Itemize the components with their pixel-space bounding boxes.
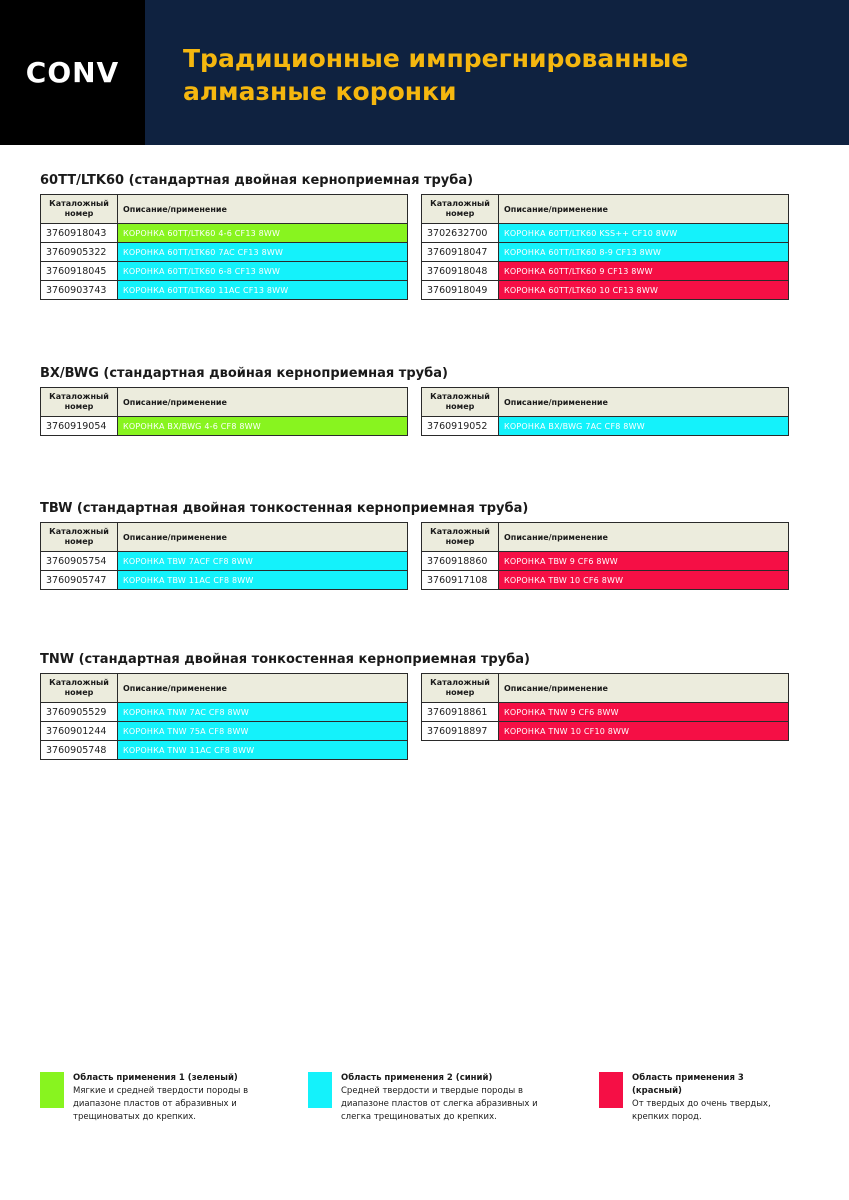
product-description: КОРОНКА TBW 7ACF CF8 8WW [118,552,408,571]
table-row [422,243,789,262]
page-header [0,0,849,145]
catalog-section [40,651,790,756]
product-description: КОРОНКА TNW 75A CF8 8WW [118,722,408,741]
table-row [41,571,408,590]
table-header-row [41,195,408,224]
column-header-number: Каталожный номер [422,523,499,552]
table-row [41,703,408,722]
section-title: TNW (стандартная двойная тонкостенная керноприемная труба) [40,652,530,667]
legend-title: Область применения 2 (синий) [341,1073,493,1083]
legend-swatch [308,1072,332,1108]
catalog-table [40,522,408,590]
table-row [41,243,408,262]
table-row [422,224,789,243]
catalog-number: 3760918861 [422,703,499,722]
column-header-description: Описание/применение [118,674,408,703]
product-description: КОРОНКА 60TT/LTK60 4-6 CF13 8WW [118,224,408,243]
table-header-row [41,523,408,552]
catalog-section [40,500,790,586]
catalog-number: 3760917108 [422,571,499,590]
product-description: КОРОНКА TNW 11AC CF8 8WW [118,741,408,760]
catalog-number: 3760905322 [41,243,118,262]
page-title: Традиционные импрегнированные алмазные коронки [183,44,689,106]
catalog-number: 3760905748 [41,741,118,760]
table-row [422,703,789,722]
catalog-number: 3702632700 [422,224,499,243]
column-header-number: Каталожный номер [422,674,499,703]
catalog-number: 3760903743 [41,281,118,300]
catalog-table [421,522,789,590]
catalog-table [421,194,789,300]
section-title: TBW (стандартная двойная тонкостенная керноприемная труба) [40,501,529,516]
catalog-table [40,673,408,760]
product-description: КОРОНКА 60TT/LTK60 10 CF13 8WW [499,281,789,300]
column-header-number: Каталожный номер [422,195,499,224]
product-description: КОРОНКА 60TT/LTK60 KSS++ CF10 8WW [499,224,789,243]
catalog-table [421,673,789,741]
catalog-number: 3760905754 [41,552,118,571]
product-description: КОРОНКА 60TT/LTK60 8-9 CF13 8WW [499,243,789,262]
catalog-number: 3760919054 [41,417,118,436]
column-header-description: Описание/применение [118,388,408,417]
table-header-row [422,388,789,417]
catalog-number: 3760918049 [422,281,499,300]
catalog-section [40,365,790,432]
table-row [41,417,408,436]
product-description: КОРОНКА 60TT/LTK60 7AC CF13 8WW [118,243,408,262]
table-row [422,552,789,571]
column-header-number: Каталожный номер [41,674,118,703]
column-header-description: Описание/применение [499,195,789,224]
product-description: КОРОНКА TBW 10 CF6 8WW [499,571,789,590]
column-header-number: Каталожный номер [422,388,499,417]
legend-description: От твердых до очень твердых, крепких пород. [632,1099,771,1122]
product-description: КОРОНКА 60TT/LTK60 9 CF13 8WW [499,262,789,281]
table-header-row [41,674,408,703]
catalog-number: 3760918047 [422,243,499,262]
product-description: КОРОНКА BX/BWG 7AC CF8 8WW [499,417,789,436]
table-header-row [422,195,789,224]
table-row [422,262,789,281]
table-header-row [422,674,789,703]
column-header-description: Описание/применение [499,388,789,417]
table-row [41,281,408,300]
catalog-table [421,387,789,436]
product-description: КОРОНКА TNW 10 CF10 8WW [499,722,789,741]
catalog-number: 3760918048 [422,262,499,281]
column-header-description: Описание/применение [118,523,408,552]
table-row [41,262,408,281]
table-row [41,224,408,243]
table-row [422,722,789,741]
table-header-row [41,388,408,417]
legend-text [341,1072,556,1124]
table-row [41,722,408,741]
product-description: КОРОНКА TBW 9 CF6 8WW [499,552,789,571]
legend-swatch [40,1072,64,1108]
table-header-row [422,523,789,552]
catalog-table [40,194,408,300]
logo-text: CONV [25,56,120,89]
product-description: КОРОНКА TBW 11AC CF8 8WW [118,571,408,590]
section-title: BX/BWG (стандартная двойная керноприемная труба) [40,366,448,381]
catalog-section [40,172,790,296]
table-row [422,417,789,436]
product-description: КОРОНКА 60TT/LTK60 6-8 CF13 8WW [118,262,408,281]
table-row [41,741,408,760]
legend-description: Мягкие и средней твердости породы в диапазоне пластов от абразивных и трещиноватых до крепких. [73,1086,249,1122]
logo [0,0,145,145]
column-header-description: Описание/применение [118,195,408,224]
legend-title: Область применения 3 (красный) [632,1073,744,1096]
legend-text [73,1072,288,1124]
table-row [422,571,789,590]
table-row [422,281,789,300]
catalog-number: 3760919052 [422,417,499,436]
table-row [41,552,408,571]
catalog-number: 3760905529 [41,703,118,722]
legend-swatch [599,1072,623,1108]
column-header-description: Описание/применение [499,523,789,552]
product-description: КОРОНКА TNW 7AC CF8 8WW [118,703,408,722]
product-description: КОРОНКА BX/BWG 4-6 CF8 8WW [118,417,408,436]
catalog-number: 3760918043 [41,224,118,243]
legend-text [632,1072,782,1124]
legend-title: Область применения 1 (зеленый) [73,1073,238,1083]
legend-description: Средней твердости и твердые породы в диапазоне пластов от слегка абразивных и слегка трещиноватых до крепких. [341,1086,538,1122]
catalog-number: 3760918860 [422,552,499,571]
catalog-number: 3760918045 [41,262,118,281]
section-title: 60TT/LTK60 (стандартная двойная керноприемная труба) [40,173,474,188]
column-header-number: Каталожный номер [41,523,118,552]
catalog-number: 3760901244 [41,722,118,741]
catalog-number: 3760905747 [41,571,118,590]
column-header-number: Каталожный номер [41,388,118,417]
column-header-number: Каталожный номер [41,195,118,224]
catalog-table [40,387,408,436]
catalog-number: 3760918897 [422,722,499,741]
product-description: КОРОНКА 60TT/LTK60 11AC CF13 8WW [118,281,408,300]
column-header-description: Описание/применение [499,674,789,703]
product-description: КОРОНКА TNW 9 CF6 8WW [499,703,789,722]
